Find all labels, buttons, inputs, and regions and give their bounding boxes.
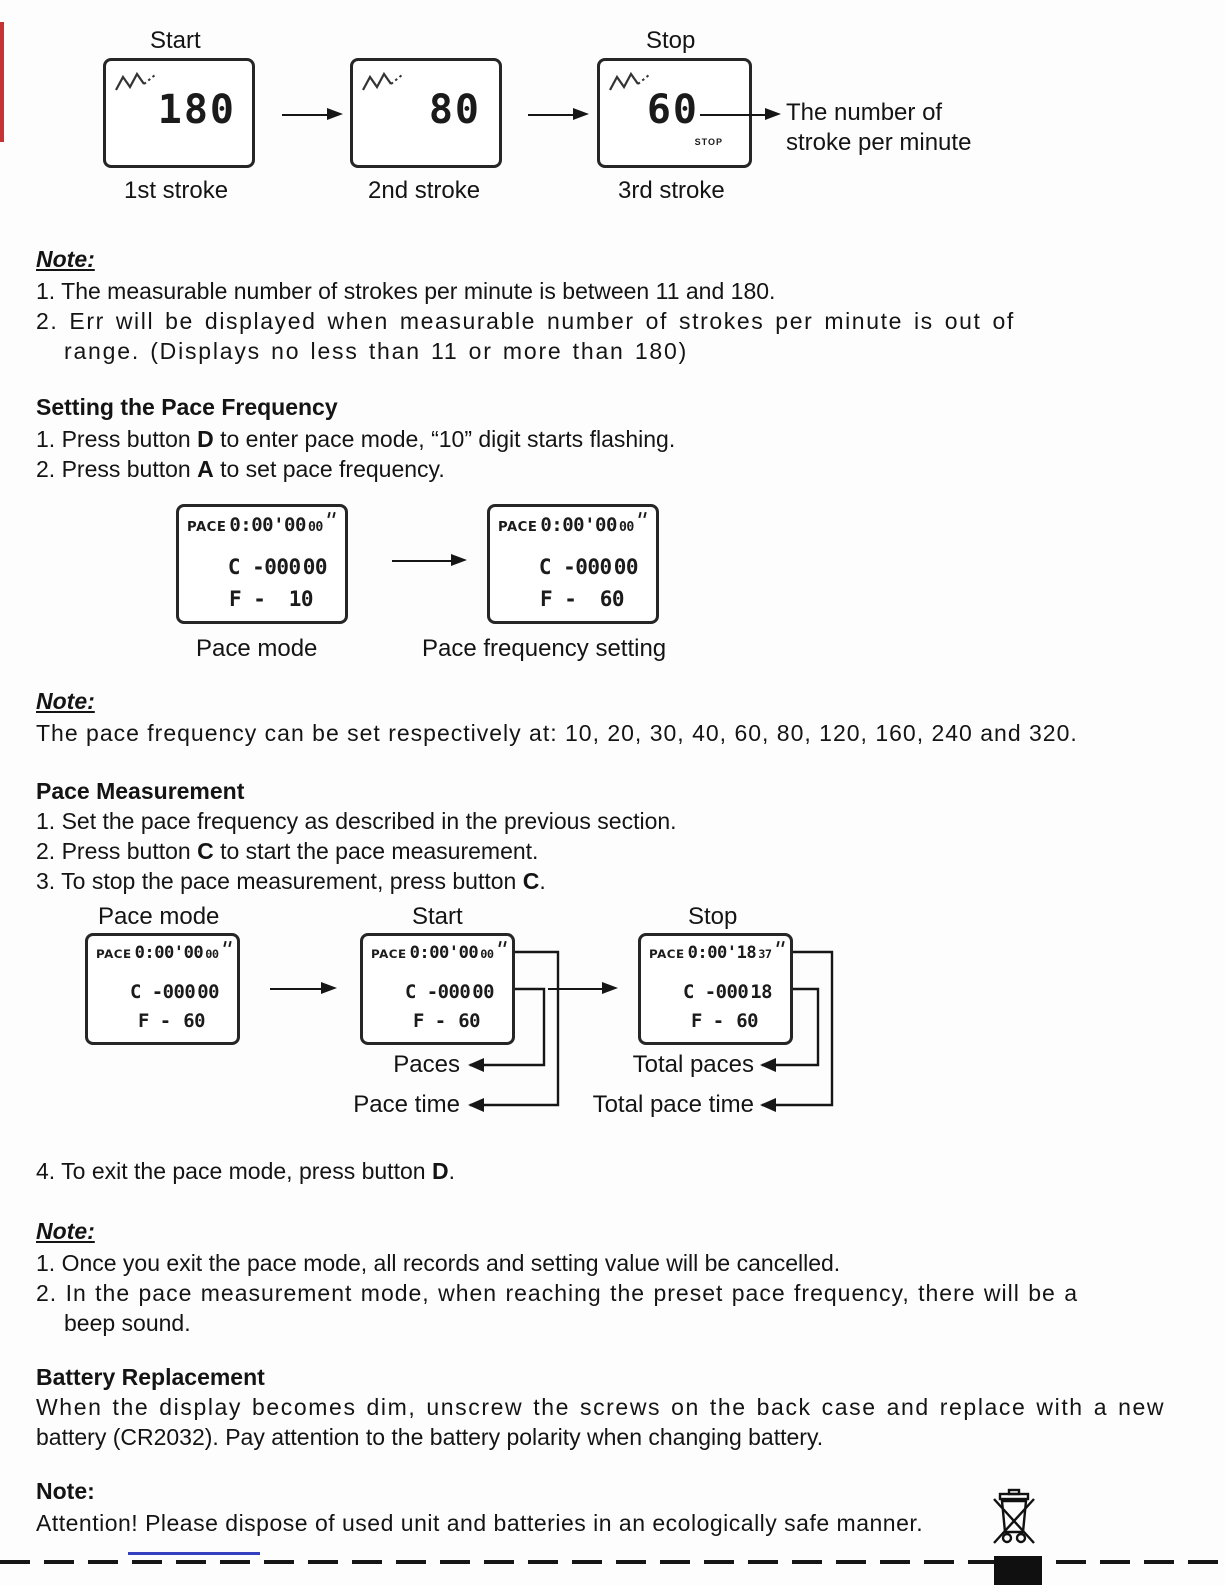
lcd-measure-stop: [638, 933, 793, 1045]
right-arrow-icon: [548, 988, 603, 990]
step-text: 3. To stop the pace measurement, press button: [36, 868, 523, 894]
lcd-count-sub: 00: [472, 980, 494, 1003]
step-2: [36, 836, 538, 866]
lcd-stroke-display-1: [103, 58, 255, 168]
stroke-annotation-line1: The number of: [786, 99, 943, 126]
lcd-frequency-value: 60: [599, 586, 624, 611]
lcd-count-sub: 18: [750, 980, 772, 1003]
lcd-count: C -000: [405, 980, 471, 1003]
lcd-frequency-label: F -: [540, 586, 577, 611]
lcd-frequency-label: F -: [413, 1010, 446, 1033]
step-text: 2. Press button: [36, 456, 198, 482]
step-text: 2. Press button: [36, 838, 198, 864]
lcd-measure-start: [360, 933, 515, 1045]
lcd-time-hundredths: 00: [618, 520, 634, 535]
lcd-time: 0:00'00: [134, 943, 204, 963]
lcd-unit-marks-icon: [326, 512, 337, 522]
note-heading: Note:: [36, 688, 95, 714]
stroke-caption-1: 1st stroke: [124, 177, 229, 204]
stroke-caption-3: 3rd stroke: [618, 177, 725, 204]
section-heading-pace-measurement: Pace Measurement: [36, 778, 245, 804]
lcd-pace-label: PACE: [96, 947, 132, 961]
lcd-unit-marks-icon: [637, 512, 648, 522]
stop-label: Stop: [646, 27, 696, 54]
lcd-time: 0:00'00: [409, 943, 479, 963]
right-arrow-icon: [528, 114, 574, 116]
lcd-pace-frequency-setting-display: [487, 504, 659, 624]
lcd-pace-label: PACE: [649, 947, 685, 961]
lcd-time-hundredths: 37: [758, 947, 772, 961]
strokes-per-minute-value: 80: [428, 87, 481, 133]
battery-text-line2: battery (CR2032). Pay attention to the battery polarity when changing battery.: [36, 1424, 824, 1450]
note-heading: Note:: [36, 1218, 95, 1244]
lcd-pace-label: PACE: [498, 520, 538, 535]
lcd-time-hundredths: 00: [307, 520, 323, 535]
lcd-count: C -000: [683, 980, 749, 1003]
callout-total-pace-time: Total pace time: [592, 1091, 754, 1118]
lcd-frequency-label: F -: [229, 586, 266, 611]
strokes-per-minute-value: 180: [157, 87, 236, 133]
scan-artifact-red-line: [0, 22, 4, 142]
lcd-count: C -000: [130, 980, 196, 1003]
step-text: 1. Press button: [36, 426, 198, 452]
stroke-wave-icon: [608, 69, 652, 100]
label-pace-mode: Pace mode: [98, 903, 220, 930]
step-1: [36, 424, 675, 454]
caption-pace-mode: Pace mode: [196, 635, 318, 662]
start-label: Start: [150, 27, 201, 54]
stroke-wave-icon: [114, 69, 158, 100]
callout-paces: Paces: [393, 1051, 460, 1078]
lcd-time: 0:00'00: [540, 514, 617, 536]
step-text: to set pace frequency.: [213, 456, 445, 482]
lcd-time: 0:00'00: [229, 514, 306, 536]
page-number-block: [994, 1556, 1042, 1585]
lcd-frequency-value: 10: [288, 586, 313, 611]
lcd-pace-label: PACE: [187, 520, 227, 535]
lcd-count-sub: 00: [302, 554, 327, 579]
annotation-arrow-icon: [700, 114, 766, 116]
battery-text-line1: When the display becomes dim, unscrew the screws on the back case and replace with a new: [36, 1394, 1166, 1420]
stroke-annotation: [786, 98, 971, 158]
lcd-frequency-value: 60: [458, 1010, 480, 1033]
right-arrow-icon: [270, 988, 322, 990]
lcd-count-sub: 00: [613, 554, 638, 579]
button-d-reference: D: [431, 1158, 449, 1184]
step-2: [36, 454, 445, 484]
lcd-stroke-display-2: [350, 58, 502, 168]
section-heading-battery: Battery Replacement: [36, 1364, 265, 1390]
right-arrow-icon: [282, 114, 328, 116]
lcd-unit-marks-icon: [222, 941, 230, 951]
step-3: [36, 866, 546, 896]
note-item: 2. In the pace measurement mode, when reaching the preset pace frequency, there will be a: [36, 1280, 1079, 1306]
callout-pace-time: Pace time: [353, 1091, 460, 1118]
strokes-per-minute-value: 60: [646, 87, 699, 133]
lcd-measure-pace-mode: [85, 933, 240, 1045]
button-c-reference: C: [522, 868, 540, 894]
lcd-frequency-value: 60: [736, 1010, 758, 1033]
step-1: 1. Set the pace frequency as described in the previous section.: [36, 808, 677, 834]
step-4: [36, 1156, 455, 1186]
lcd-frequency-label: F -: [691, 1010, 724, 1033]
step-text: 4. To exit the pace mode, press button: [36, 1158, 432, 1184]
lcd-time-hundredths: 00: [205, 947, 219, 961]
note-text: The pace frequency can be set respectively at: 10, 20, 30, 40, 60, 80, 120, 160, 240 and 320.: [36, 720, 1078, 746]
lcd-time: 0:00'18: [687, 943, 757, 963]
note-heading: Note:: [36, 246, 95, 272]
disposal-text: Attention! Please dispose of used unit and batteries in an ecologically safe manner.: [36, 1510, 924, 1536]
step-text: .: [539, 868, 546, 894]
button-d-reference: D: [197, 426, 214, 452]
lcd-stop-indicator: STOP: [694, 137, 723, 147]
lcd-count: C -000: [538, 554, 612, 579]
weee-crossed-bin-icon: [990, 1488, 1038, 1555]
lcd-unit-marks-icon: [775, 941, 783, 951]
note-item: 1. The measurable number of strokes per minute is between 11 and 180.: [36, 278, 776, 304]
note-item: 1. Once you exit the pace mode, all records and setting value will be cancelled.: [36, 1250, 841, 1276]
lcd-pace-label: PACE: [371, 947, 407, 961]
lcd-frequency-label: F -: [138, 1010, 171, 1033]
callout-total-paces: Total paces: [632, 1051, 754, 1078]
footer-blue-line: [128, 1552, 260, 1555]
caption-pace-frequency-setting: Pace frequency setting: [422, 635, 667, 662]
right-arrow-icon: [392, 560, 452, 562]
lcd-count-sub: 00: [197, 980, 219, 1003]
stroke-caption-2: 2nd stroke: [368, 177, 481, 204]
label-stop: Stop: [688, 903, 738, 930]
section-heading-pace-frequency: Setting the Pace Frequency: [36, 394, 338, 420]
lcd-stroke-display-3: [597, 58, 752, 168]
step-text: to start the pace measurement.: [213, 838, 539, 864]
lcd-unit-marks-icon: [497, 941, 505, 951]
stroke-annotation-line2: stroke per minute: [786, 129, 972, 156]
button-c-reference: C: [197, 838, 214, 864]
lcd-pace-mode-display: [176, 504, 348, 624]
stroke-wave-icon: [361, 69, 405, 100]
note-item: 2. Err will be displayed when measurable number of strokes per minute is out of: [36, 308, 1015, 334]
lcd-frequency-value: 60: [183, 1010, 205, 1033]
step-text: to enter pace mode, “10” digit starts flashing.: [213, 426, 676, 452]
step-text: .: [448, 1158, 455, 1184]
lcd-count: C -000: [227, 554, 301, 579]
note-heading: Note:: [36, 1478, 95, 1504]
note-item-continuation: beep sound.: [64, 1310, 191, 1336]
lcd-time-hundredths: 00: [480, 947, 494, 961]
note-item-continuation: range. (Displays no less than 11 or more than 180): [64, 338, 689, 364]
label-start: Start: [412, 903, 463, 930]
button-a-reference: A: [197, 456, 214, 482]
